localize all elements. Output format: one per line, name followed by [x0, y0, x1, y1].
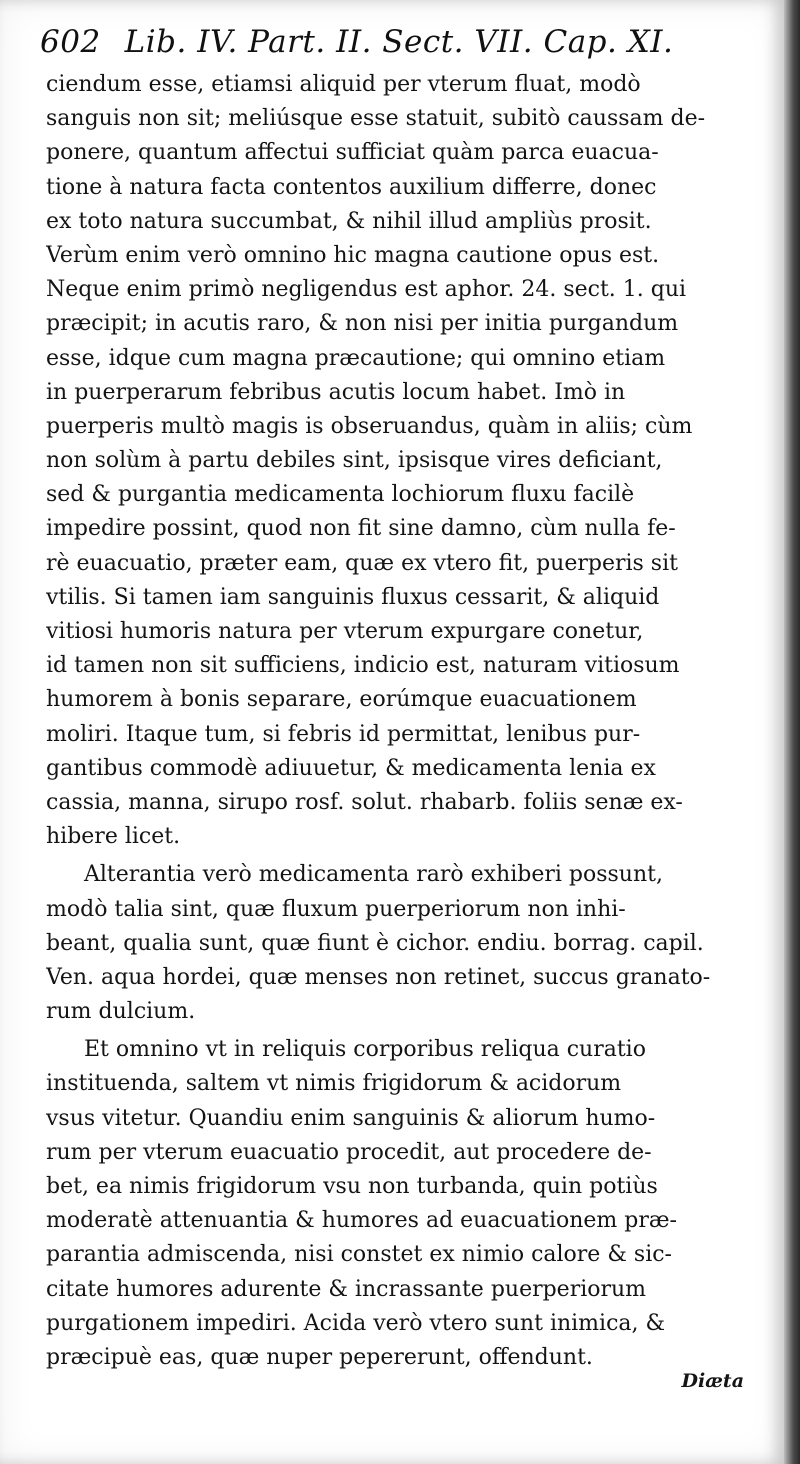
text-line: parantia admiscenda, nisi constet ex nimio calore & sic-	[46, 1242, 672, 1268]
text-line: sed & purgantia medicamenta lochiorum fluxu facilè	[46, 482, 635, 508]
text-line: Ven. aqua hordei, quæ menses non retinet, succus granato-	[46, 964, 711, 990]
text-line: moderatè attenuantia & humores ad euacuationem præ-	[46, 1208, 677, 1234]
text-line: instituenda, saltem vt nimis frigidorum & acidorum	[46, 1071, 622, 1097]
text-line: vtilis. Si tamen iam sanguinis fluxus cessarit, & aliquid	[46, 584, 660, 610]
running-title: Lib. IV. Part. II. Sect. VII. Cap. XI.	[124, 24, 674, 60]
text-line: purgationem impediri. Acida verò vtero sunt inimica, &	[46, 1310, 666, 1336]
text-line: Verùm enim verò omnino hic magna cautione opus est.	[46, 242, 660, 268]
text-line: sanguis non sit; meliúsque esse statuit, subitò caussam de-	[46, 106, 706, 132]
text-line: non solùm à partu debiles sint, ipsisque vires deficiant,	[46, 448, 663, 474]
text-line: esse, idque cum magna præcautione; qui omnino etiam	[46, 345, 666, 371]
text-line: in puerperarum febribus acutis locum habet. Imò in	[46, 379, 626, 405]
page-edge-shadow	[784, 0, 800, 1464]
text-line: Neque enim primò negligendus est aphor. 24. sect. 1. qui	[46, 277, 687, 303]
text-line: vsus vitetur. Quandiu enim sanguinis & aliorum humo-	[46, 1105, 656, 1131]
paragraph-first-line: Et omnino vt in reliquis corporibus reliqua curatio	[84, 1037, 646, 1063]
text-line: gantibus commodè adiuuetur, & medicamenta lenia ex	[46, 755, 656, 781]
text-line: rè euacuatio, præter eam, quæ ex vtero fit, puerperis sit	[46, 550, 678, 576]
text-line: impedire possint, quod non fit sine damno, cùm nulla fe-	[46, 516, 676, 542]
catchword: Diæta	[681, 1370, 744, 1392]
text-line: citate humores adurente & incrassante puerperiorum	[46, 1276, 647, 1302]
text-line: hibere licet.	[46, 824, 181, 850]
text-line: puerperis multò magis is obseruandus, quàm in aliis; cùm	[46, 413, 693, 439]
text-line: bet, ea nimis frigidorum vsu non turbanda, quin potiùs	[46, 1174, 658, 1199]
text-line: beant, qualia sunt, quæ fiunt è cichor. endiu. borrag. capil.	[46, 930, 704, 956]
text-line: humorem à bonis separare, eorúmque euacuationem	[46, 687, 637, 713]
page-number: 602	[40, 24, 101, 60]
text-line: vitiosi humoris natura per vterum expurgare conetur,	[46, 619, 644, 644]
text-line: ponere, quantum affectui sufficiat quàm parca euacua-	[46, 140, 659, 166]
text-line: modò talia sint, quæ fluxum puerperiorum non inhi-	[46, 896, 626, 922]
text-line: ex toto natura succumbat, & nihil illud ampliùs prosit.	[46, 208, 652, 234]
body-text	[46, 68, 766, 1375]
running-header	[40, 24, 760, 60]
text-line: rum dulcium.	[46, 999, 196, 1025]
text-line: moliri. Itaque tum, si febris id permittat, lenibus pur-	[46, 721, 641, 747]
text-line: præcipit; in acutis raro, & non nisi per initia purgandum	[46, 311, 679, 337]
text-line: ciendum esse, etiamsi aliquid per vterum fluat, modò	[46, 72, 641, 97]
text-line: tione à natura facta contentos auxilium differre, donec	[46, 174, 657, 200]
paragraph-first-line: Alterantia verò medicamenta rarò exhiberi possunt,	[84, 862, 663, 888]
text-line: id tamen non sit sufficiens, indicio est, naturam vitiosum	[46, 653, 680, 679]
text-line: cassia, manna, sirupo rosf. solut. rhabarb. foliis senæ ex-	[46, 789, 683, 815]
text-line: præcipuè eas, quæ nuper pepererunt, offendunt.	[46, 1344, 593, 1370]
text-line: rum per vterum euacuatio procedit, aut procedere de-	[46, 1139, 652, 1165]
